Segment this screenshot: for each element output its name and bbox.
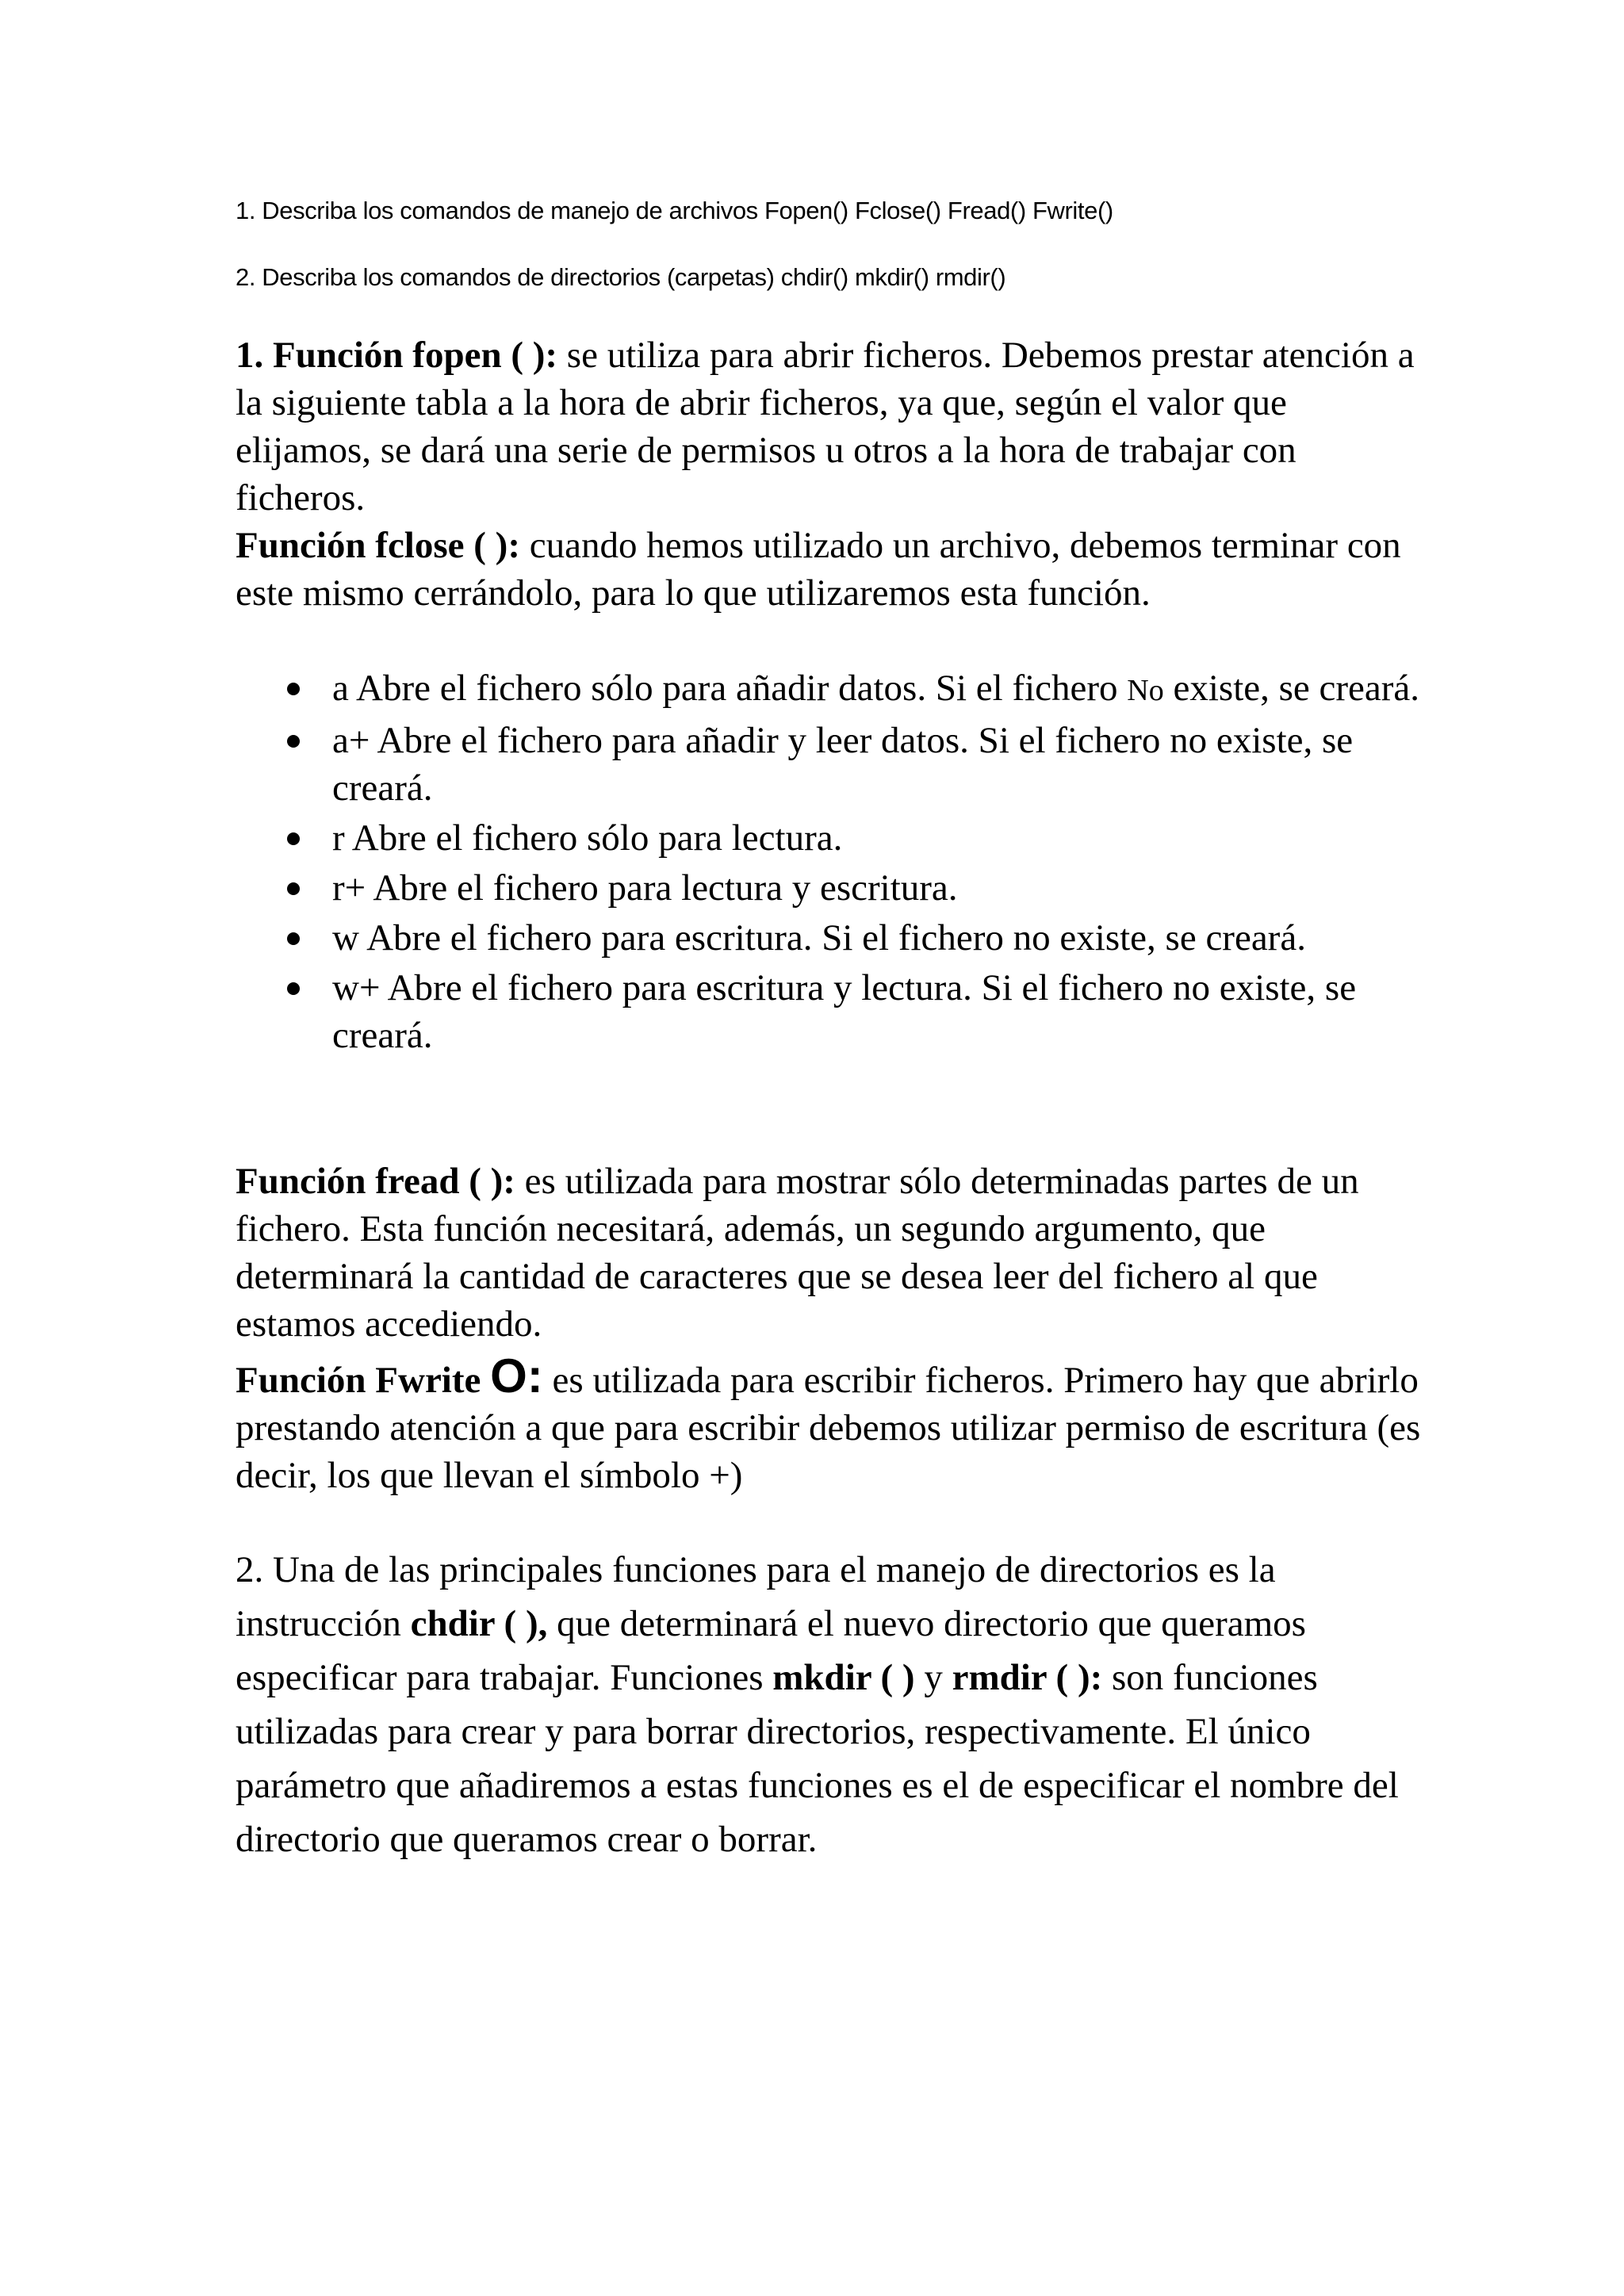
rmdir-keyword: rmdir ( ): [952,1657,1103,1698]
fread-paragraph [236,1158,1425,1348]
list-item-mode-w-plus [236,964,1425,1059]
bullet-icon [287,832,300,845]
fopen-heading: 1. Función fopen ( ): [236,335,558,376]
directories-text-3: y [914,1657,952,1698]
bullet-icon [287,683,300,695]
bullet-icon [287,735,300,748]
bullet-icon [287,932,300,945]
fwrite-paragraph [236,1349,1425,1499]
directories-text-1: 2. Una de las principales funciones para el manejo de directorios es la instrucción [236,1549,1276,1644]
fclose-text: cuando hemos utilizado un archivo, debemos terminar con este mismo cerrándolo, para lo que utilizaremos esta función. [236,525,1401,614]
directories-text-2: que determinará el nuevo directorio que queramos especificar para trabajar. Funciones [236,1603,1306,1698]
fwrite-o: O: [490,1349,543,1402]
mkdir-keyword: mkdir ( ) [772,1657,915,1698]
fopen-paragraph [236,331,1425,522]
list-item-mode-a [236,664,1425,714]
mode-a-no: No [1127,674,1164,707]
list-item-mode-w [236,914,1425,962]
mode-a-plus-text: a+ Abre el fichero para añadir y leer datos. Si el fichero no existe, se creará. [332,720,1354,809]
directories-paragraph [236,1543,1425,1866]
file-modes-list [236,664,1425,1062]
mode-a-text: a Abre el fichero sólo para añadir datos. Si el fichero [332,668,1128,709]
chdir-keyword: chdir ( ), [410,1603,548,1644]
mode-a-text-end: existe, se creará. [1163,668,1420,709]
fclose-heading: Función fclose ( ): [236,525,520,566]
fwrite-text: es utilizada para escribir ficheros. Primero hay que abrirlo prestando atención a que para escribir debemos utilizar permiso de escritura (es decir, los que llevan el símbolo +) [236,1360,1421,1496]
question-2: 2. Describa los comandos de directorios (carpetas) chdir() mkdir() rmdir() [236,263,1006,291]
mode-r-plus-text: r+ Abre el fichero para lectura y escritura. [332,867,958,909]
mode-r-text: r Abre el fichero sólo para lectura. [332,817,843,859]
question-1: 1. Describa los comandos de manejo de archivos Fopen() Fclose() Fread() Fwrite() [236,197,1113,224]
list-item-mode-a-plus [236,717,1425,812]
bullet-icon [287,882,300,895]
fread-heading: Función fread ( ): [236,1161,515,1202]
directories-text-4: son funciones utilizadas para crear y para borrar directorios, respectivamente. El único parámetro que añadiremos a estas funciones es el de especificar el nombre del directorio que queramos crear o borrar. [236,1657,1399,1860]
fopen-text: se utiliza para abrir ficheros. Debemos prestar atención a la siguiente tabla a la hora de abrir ficheros, ya que, según el valor que elijamos, se dará una serie de permisos u otros a la hora de trabajar con ficheros. [236,335,1415,519]
list-item-mode-r-plus [236,864,1425,912]
mode-w-plus-text: w+ Abre el fichero para escritura y lectura. Si el fichero no existe, se creará. [332,967,1357,1056]
fwrite-heading: Función Fwrite [236,1360,491,1401]
bullet-icon [287,982,300,995]
mode-w-text: w Abre el fichero para escritura. Si el fichero no existe, se creará. [332,917,1306,959]
list-item-mode-r [236,814,1425,862]
fclose-paragraph [236,522,1425,617]
fread-text: es utilizada para mostrar sólo determinadas partes de un fichero. Esta función necesitará, además, un segundo argumento, que determinará la cantidad de caracteres que se desea leer del fichero al que estamos accediendo. [236,1161,1359,1345]
